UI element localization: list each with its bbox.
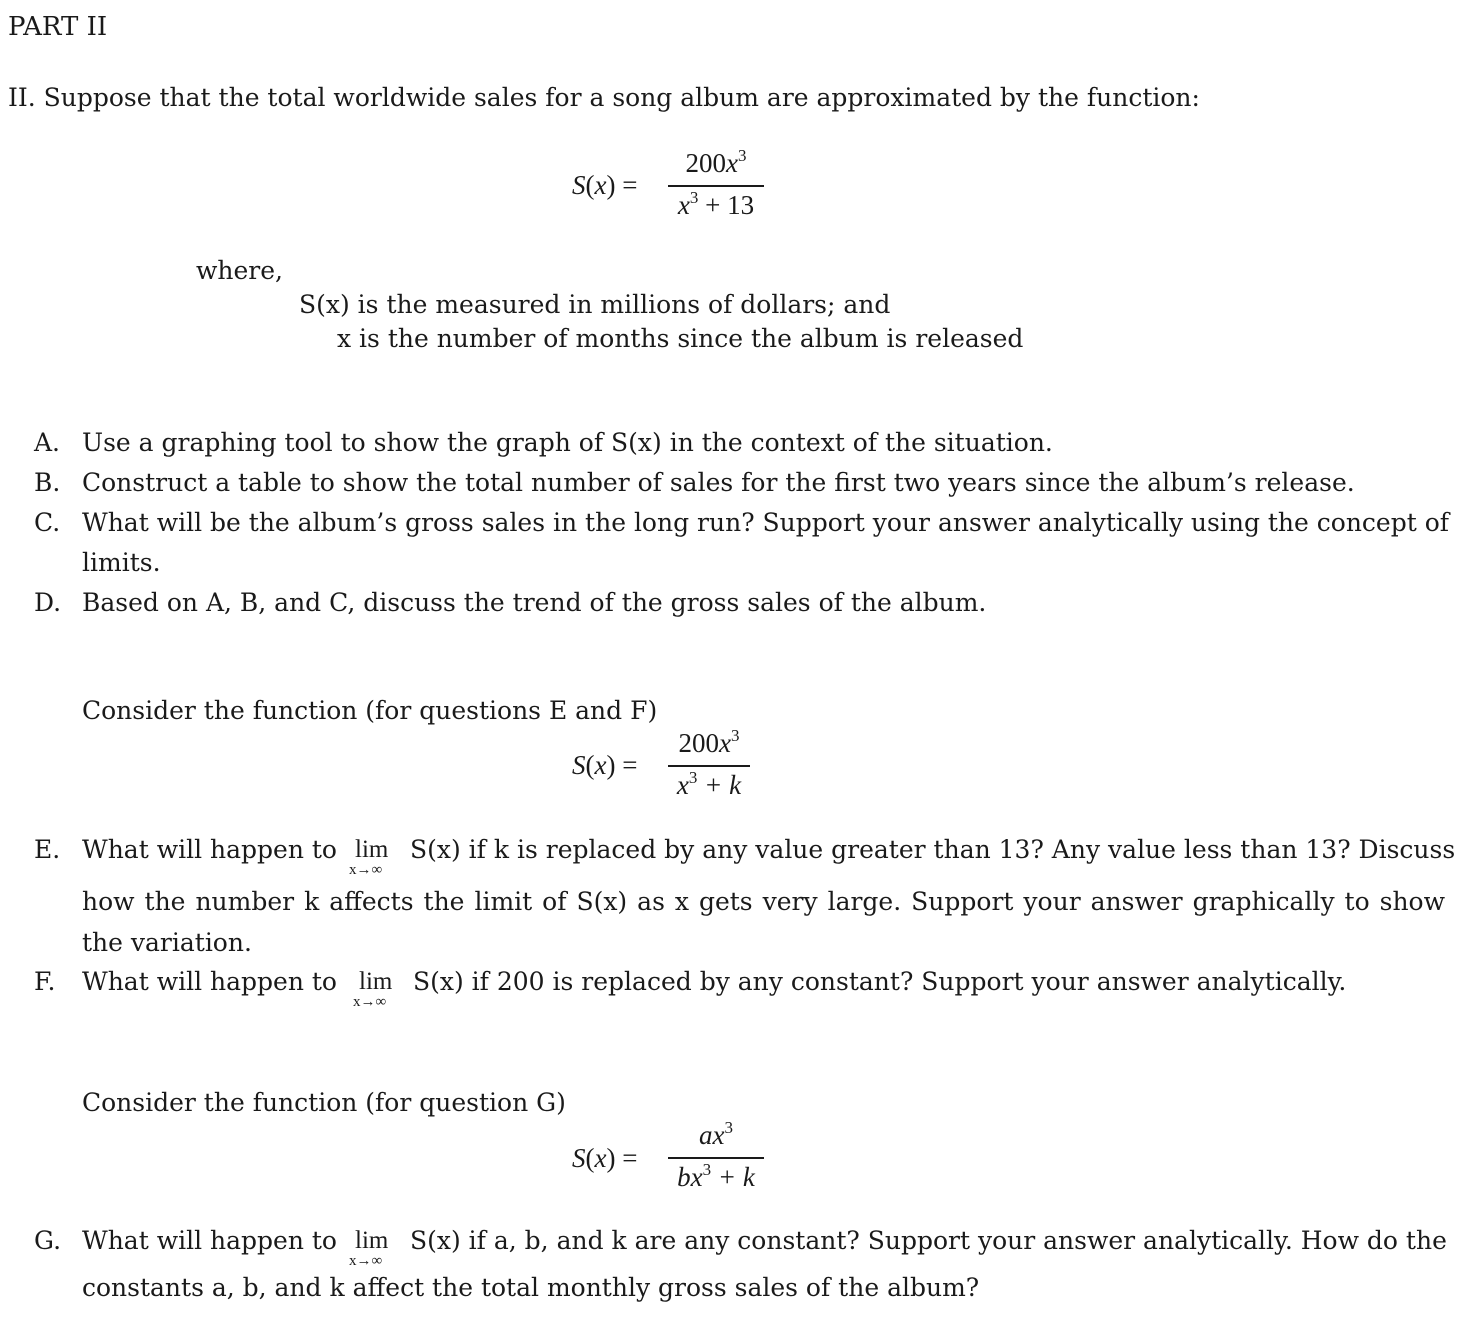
eq1-denominator: $x^3 + 13$ — [677, 188, 755, 220]
lim-word: lim — [355, 836, 389, 863]
eq2-denominator: $x^3 + k$ — [676, 768, 742, 800]
item-g-pre: What will happen to — [82, 1226, 337, 1255]
definition-x: x is the number of months since the album is released — [337, 324, 1024, 353]
lim-subscript: x→∞ — [353, 994, 387, 1010]
eq2-fraction — [668, 726, 750, 802]
item-e-line2: how the number k affects the limit of S(x) as x gets very large. Support your answer graphically to show — [82, 887, 1445, 916]
eq3-fraction-bar — [668, 1157, 764, 1159]
item-f-post: S(x) if 200 is replaced by any constant? Support your answer analytically. — [413, 967, 1347, 996]
item-g-post: S(x) if a, b, and k are any constant? Support your answer analytically. How do the — [410, 1226, 1447, 1255]
where-label: where, — [196, 256, 283, 285]
definition-s: S(x) is the measured in millions of dollars; and — [299, 290, 891, 319]
consider-ef-heading: Consider the function (for questions E and F) — [82, 696, 658, 725]
item-label: G. — [34, 1226, 62, 1255]
item-b-text: Construct a table to show the total number of sales for the first two years since the album’s release. — [82, 468, 1355, 497]
item-d-text: Based on A, B, and C, discuss the trend of the gross sales of the album. — [82, 588, 987, 617]
item-f-pre: What will happen to — [82, 967, 337, 996]
item-label: F. — [34, 967, 56, 996]
intro-text: II. Suppose that the total worldwide sales for a song album are approximated by the function: — [8, 83, 1200, 112]
item-e-pre: What will happen to — [82, 835, 337, 864]
eq3-fraction — [668, 1118, 764, 1194]
item-a-text: Use a graphing tool to show the graph of S(x) in the context of the situation. — [82, 428, 1053, 457]
item-label: B. — [34, 468, 61, 497]
eq1-lhs: S(x) = — [572, 170, 638, 200]
item-c-text-line1: What will be the album’s gross sales in the long run? Support your answer analytically using the concept of — [82, 508, 1450, 537]
item-label: D. — [34, 588, 62, 617]
item-g-line2: constants a, b, and k affect the total monthly gross sales of the album? — [82, 1273, 980, 1302]
eq1-numerator: $200x^3$ — [685, 146, 747, 178]
item-e-line3: the variation. — [82, 928, 252, 957]
item-label: E. — [34, 835, 61, 864]
eq3-denominator: $bx^3 + k$ — [677, 1160, 755, 1192]
item-label: A. — [34, 428, 61, 457]
lim-word: lim — [355, 1227, 389, 1254]
eq2-fraction-bar — [668, 765, 750, 767]
item-label: C. — [34, 508, 61, 537]
eq2-numerator: $200x^3$ — [678, 726, 740, 758]
eq1-fraction — [668, 146, 764, 222]
consider-g-heading: Consider the function (for question G) — [82, 1088, 566, 1117]
lim-subscript: x→∞ — [349, 1253, 383, 1269]
eq3-numerator: $ax^3$ — [699, 1118, 733, 1150]
eq3-lhs: S(x) = — [572, 1143, 638, 1173]
lim-word: lim — [359, 968, 393, 995]
part-title: PART II — [8, 12, 108, 42]
eq2-lhs: S(x) = — [572, 750, 638, 780]
lim-subscript: x→∞ — [349, 862, 383, 878]
item-c-text-line2: limits. — [82, 548, 161, 577]
eq1-fraction-bar — [668, 185, 764, 187]
item-e-post: S(x) if k is replaced by any value greater than 13? Any value less than 13? Discuss — [410, 835, 1456, 864]
